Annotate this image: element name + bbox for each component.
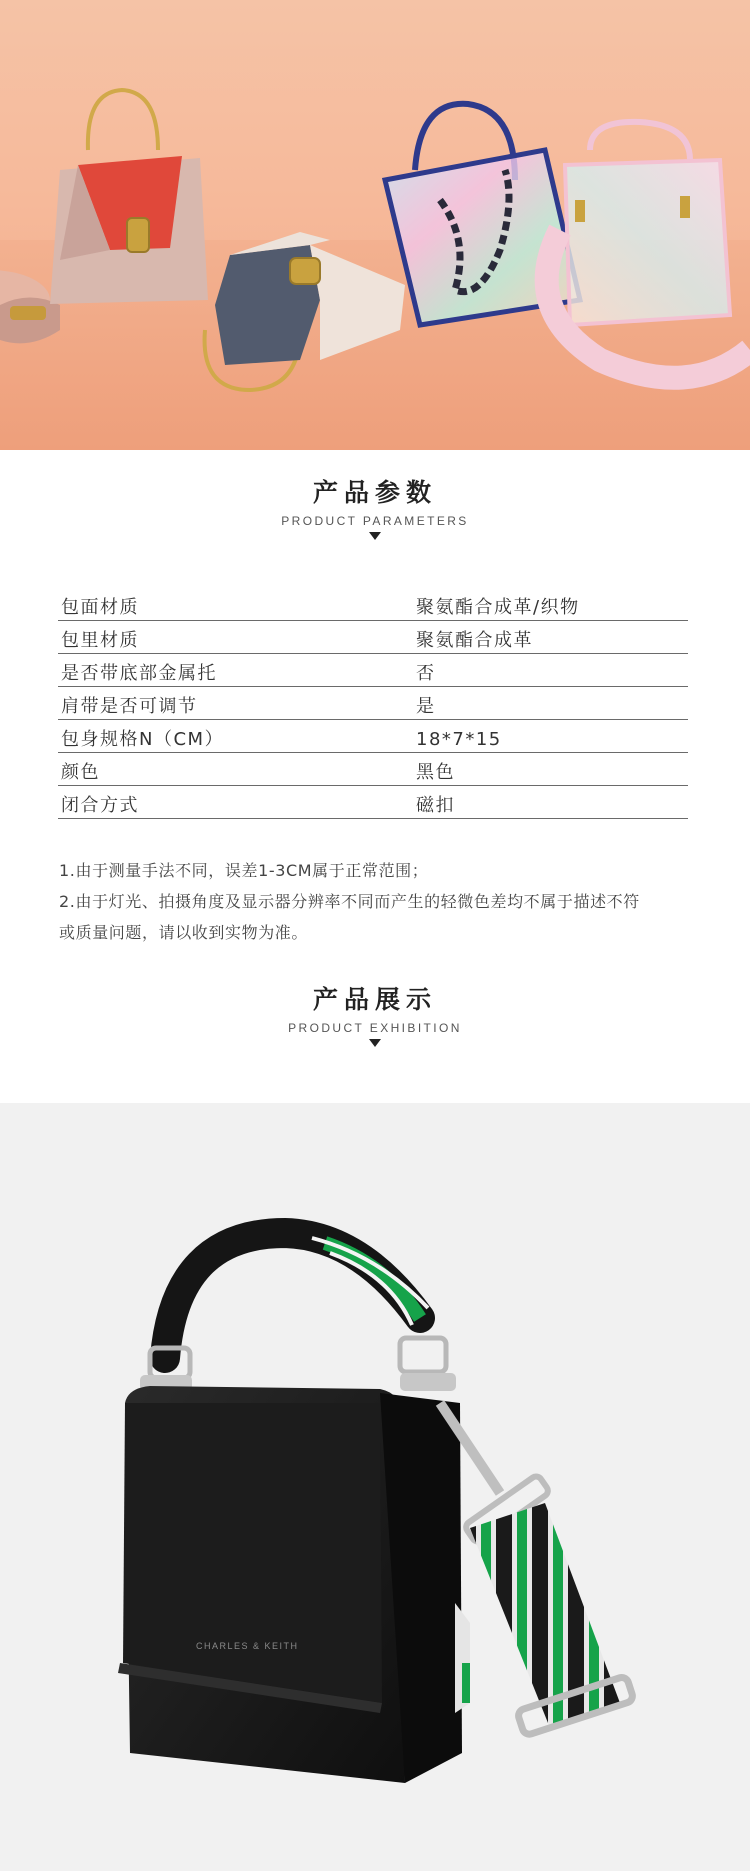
table-row	[58, 621, 688, 654]
param-value: 磁扣	[416, 795, 455, 816]
parameters-section-title	[0, 478, 750, 540]
product-exhibition-image	[0, 1103, 750, 1871]
hero-banner-image	[0, 0, 750, 450]
brand-label: CHARLES & KEITH	[196, 1641, 299, 1651]
table-row	[58, 720, 688, 753]
table-row	[58, 753, 688, 786]
notes-block	[59, 855, 709, 948]
down-triangle-icon	[369, 532, 381, 540]
param-label: 包身规格N（CM）	[61, 729, 225, 750]
param-value: 聚氨酯合成革/织物	[416, 597, 580, 618]
param-label: 肩带是否可调节	[61, 696, 198, 717]
exhibition-title-en: PRODUCT EXHIBITION	[288, 1021, 462, 1035]
param-label: 闭合方式	[61, 795, 139, 816]
table-row	[58, 687, 688, 720]
param-value: 聚氨酯合成革	[416, 630, 533, 651]
param-label: 包面材质	[61, 597, 139, 618]
param-label: 包里材质	[61, 630, 139, 651]
parameters-table	[58, 588, 688, 819]
table-row	[58, 786, 688, 819]
note-line: 或质量问题，请以收到实物为准。	[59, 923, 309, 942]
exhibition-section-title	[0, 985, 750, 1047]
table-row	[58, 588, 688, 621]
param-label: 是否带底部金属托	[61, 663, 217, 684]
param-label: 颜色	[61, 762, 100, 783]
param-value: 是	[416, 696, 436, 717]
black-handbag-illustration	[0, 1103, 750, 1871]
table-row	[58, 654, 688, 687]
parameters-title-en: PRODUCT PARAMETERS	[281, 514, 469, 528]
param-value: 黑色	[416, 762, 455, 783]
parameters-title-cn: 产品参数	[312, 478, 437, 507]
handbags-illustration	[0, 0, 750, 450]
note-line: 2.由于灯光、拍摄角度及显示器分辨率不同而产生的轻微色差均不属于描述不符	[59, 892, 640, 911]
down-triangle-icon	[369, 1039, 381, 1047]
param-value: 18*7*15	[416, 729, 502, 750]
note-line: 1.由于测量手法不同，误差1-3CM属于正常范围；	[59, 861, 429, 880]
exhibition-title-cn: 产品展示	[312, 985, 437, 1014]
param-value: 否	[416, 663, 436, 684]
